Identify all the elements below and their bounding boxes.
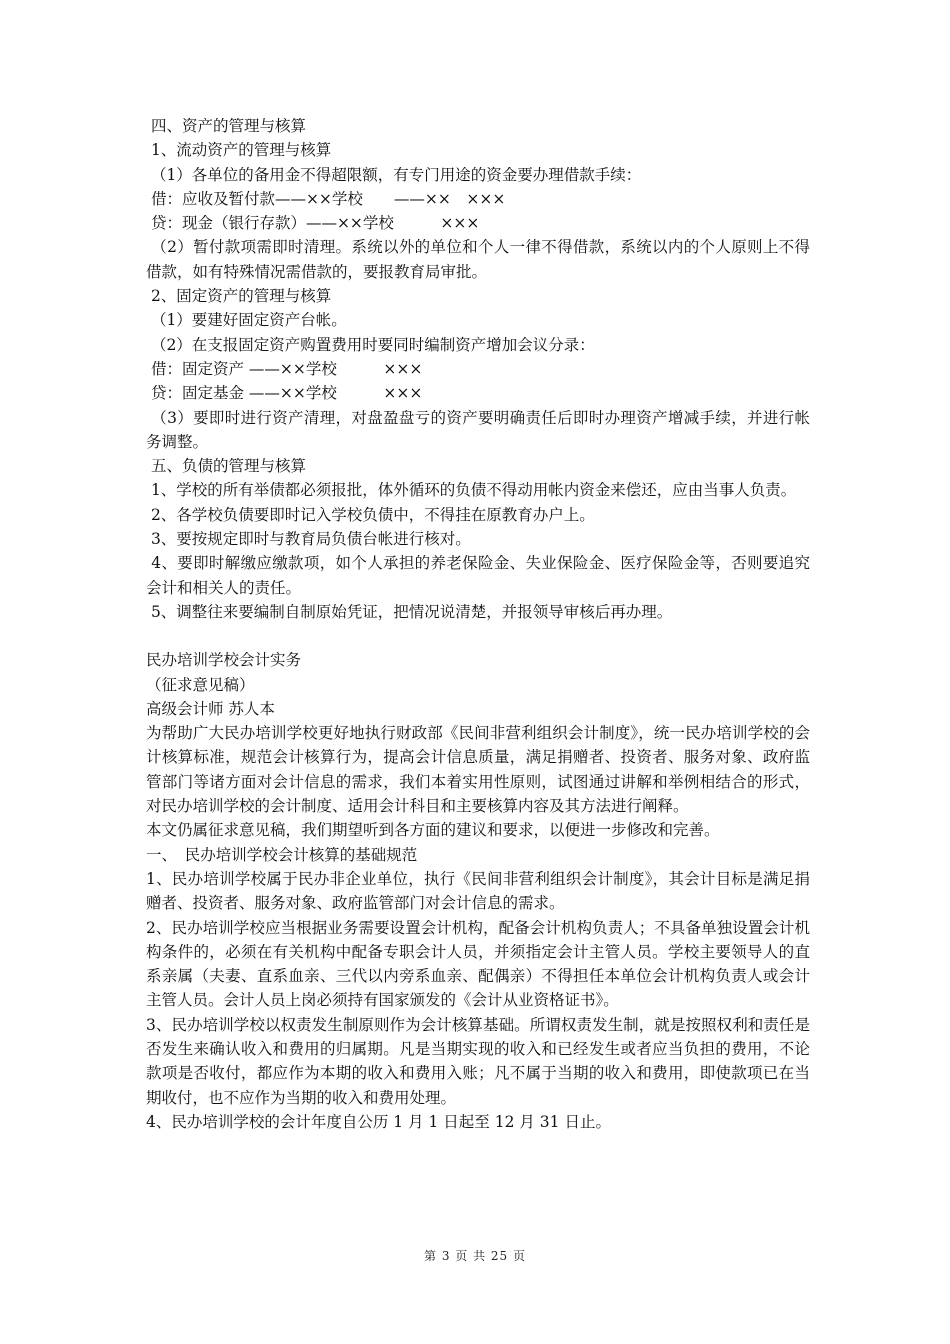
section-heading: 四、资产的管理与核算 xyxy=(146,117,306,135)
subsection-heading: 1、流动资产的管理与核算 xyxy=(146,141,332,160)
page-footer: 第 3 页 共 25 页 xyxy=(424,1249,526,1263)
paragraph: 2、各学校负债要即时记入学校负债中，不得挂在原教育办户上。 xyxy=(146,505,595,524)
paragraph: 4、要即时解缴应缴款项，如个人承担的养老保险金、失业保险金、医疗保险金等，否则要追究会计和相关人的责任。 xyxy=(146,554,810,597)
article-title: 民办培训学校会计实务 xyxy=(146,651,302,670)
paragraph: 3、要按规定即时与教育局负债台帐进行核对。 xyxy=(146,530,471,549)
journal-entry-debit: 借：应收及暂付款——××学校 ——×× ××× xyxy=(146,189,506,208)
paragraph: （2）暂付款项需即时清理。系统以外的单位和个人一律不得借款，系统以内的个人原则上不得借款，如有特殊情况需借款的，要报教育局审批。 xyxy=(146,238,810,281)
spacer xyxy=(146,624,810,648)
document-body xyxy=(146,114,810,1134)
paragraph: 本文仍属征求意见稿，我们期望听到各方面的建议和要求，以便进一步修改和完善。 xyxy=(146,821,720,840)
paragraph: 3、民办培训学校以权责发生制原则作为会计核算基础。所谓权责发生制，就是按照权利和责任是否发生来确认收入和费用的归属期。凡是当期实现的收入和已经发生或者应当负担的费用，不论款项是否收付，都应作为本期的收入和费用入账；凡不属于当期的收入和费用，即使款项已在当期收付，也不应作为当期的收入和费用处理。 xyxy=(146,1015,810,1107)
paragraph: （1）要建好固定资产台帐。 xyxy=(146,311,347,330)
journal-entry-credit: 贷：固定基金 ——××学校 ××× xyxy=(146,384,423,403)
journal-entry-debit: 借：固定资产 ——××学校 ××× xyxy=(146,359,423,378)
paragraph: 5、调整往来要编制自制原始凭证，把情况说清楚，并报领导审核后再办理。 xyxy=(146,602,673,621)
article-author: 高级会计师 苏人本 xyxy=(146,699,275,718)
journal-entry-credit: 贷：现金（银行存款）——××学校 ××× xyxy=(146,214,480,233)
paragraph: （1）各单位的备用金不得超限额，有专门用途的资金要办理借款手续： xyxy=(146,165,642,184)
article-subtitle: （征求意见稿） xyxy=(146,675,255,694)
subsection-heading: 2、固定资产的管理与核算 xyxy=(146,287,332,306)
paragraph: （2）在支报固定资产购置费用时要同时编制资产增加会议分录： xyxy=(146,335,595,354)
paragraph: 4、民办培训学校的会计年度自公历 1 月 1 日起至 12 月 31 日止。 xyxy=(146,1112,611,1131)
paragraph: 2、民办培训学校应当根据业务需要设置会计机构，配备会计机构负责人；不具备单独设置会计机构条件的，必须在有关机构中配备专职会计人员，并须指定会计主管人员。学校主要领导人的直系亲属（夫妻、直系血亲、三代以内旁系血亲、配偶亲）不得担任本单位会计机构负责人或会计主管人员。会计人员上岗必须持有国家颁发的《会计从业资格证书》。 xyxy=(146,918,810,1010)
section-heading: 一、 民办培训学校会计核算的基础规范 xyxy=(146,845,418,864)
paragraph: （3）要即时进行资产清理，对盘盈盘亏的资产要明确责任后即时办理资产增减手续，并进行帐务调整。 xyxy=(146,408,810,451)
paragraph: 1、学校的所有举债都必须报批，体外循环的负债不得动用帐内资金来偿还，应由当事人负责。 xyxy=(146,481,797,500)
paragraph: 1、民办培训学校属于民办非企业单位，执行《民间非营利组织会计制度》，其会计目标是满足捐赠者、投资者、服务对象、政府监管部门对会计信息的需求。 xyxy=(146,869,810,913)
paragraph: 为帮助广大民办培训学校更好地执行财政部《民间非营利组织会计制度》，统一民办培训学校的会计核算标准，规范会计核算行为，提高会计信息质量，满足捐赠者、投资者、服务对象、政府监管部门等诸方面对会计信息的需求，我们本着实用性原则，试图通过讲解和举例相结合的形式，对民办培训学校的会计制度、适用会计科目和主要核算内容及其方法进行阐释。 xyxy=(146,724,810,816)
section-heading: 五、负债的管理与核算 xyxy=(146,457,306,476)
